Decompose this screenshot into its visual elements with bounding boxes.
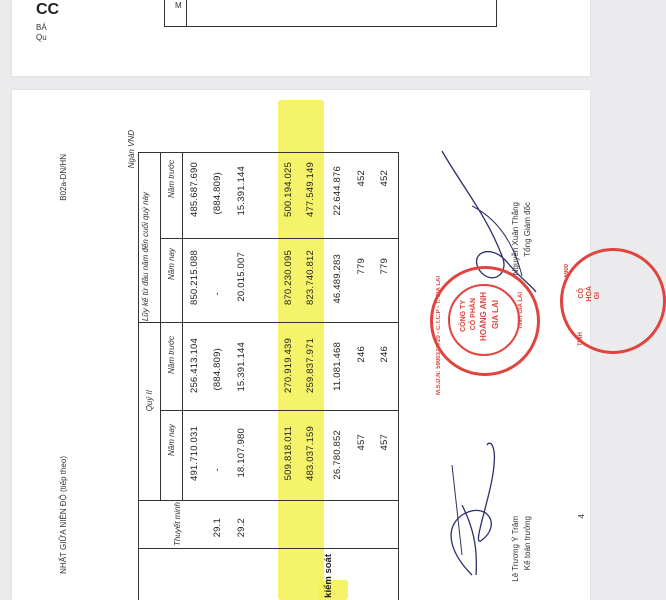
stamp-ring-text: M.S.D.N: 5900377720 - C.T.C.P - T. GIA LAI (436, 276, 442, 396)
cell-r4-ytd-last: 477.549.149 (305, 162, 316, 218)
cell-r3-ytd-last: 500.194.025 (283, 162, 294, 218)
company-stamp (430, 266, 540, 396)
header-quarter: Quý II (145, 390, 154, 412)
header-q-this-year: Năm nay (167, 424, 176, 457)
cell-r3-ytd-this: 870.230.095 (283, 250, 294, 306)
cell-r4-q-this: 483.037.159 (305, 426, 316, 482)
cell-r0-q-last: 256.413.104 (189, 338, 200, 394)
cell-r3-q-last: 270.919.439 (283, 338, 294, 394)
signer-left-title: Kế toán trưởng (523, 516, 532, 571)
cell-fragment: M (175, 1, 182, 10)
cell-r3-q-this: 509.818.011 (283, 426, 294, 481)
table-inner-line (186, 0, 187, 26)
header-ytd-this-year: Năm nay (167, 248, 176, 281)
cell-r4-q-last: 259.837.971 (305, 338, 316, 394)
cell-r2-q-last: 15.391.144 (236, 342, 247, 392)
signer-right-title: Tổng Giám đốc (523, 202, 532, 257)
stamp-line4: GIA LAI (491, 300, 500, 330)
header-note: Thuyết minh (173, 502, 182, 547)
cell-r2-q-this: 18.107.980 (236, 428, 247, 478)
cell-r7-q-this: 457 (379, 434, 390, 451)
cell-r7-ytd-this: 779 (379, 258, 390, 275)
cell-r1-q-last: (884.809) (212, 348, 223, 391)
cell-r0-q-this: 491.710.031 (189, 426, 200, 482)
cell-r5-q-last: 11.081.468 (332, 342, 343, 391)
cell-r2-ytd-this: 20.015.007 (236, 252, 247, 302)
row-label-fragment: kiểm soát (323, 554, 334, 598)
cell-r7-ytd-last: 452 (379, 170, 390, 187)
header-divider (160, 152, 161, 322)
table-border-bottom (164, 26, 497, 27)
column-divider-mid-q (160, 410, 399, 411)
cell-r0-ytd-this: 850.215.088 (189, 250, 200, 306)
cell-r5-q-this: 26.780.852 (332, 430, 343, 480)
cell-r4-ytd-this: 823.740.812 (305, 250, 316, 306)
cell-r5-ytd-last: 22.644.876 (332, 166, 343, 216)
previous-page (12, 0, 590, 76)
cell-r7-q-last: 246 (379, 346, 390, 363)
stamp-partial-2: HOÀ (586, 286, 593, 302)
signer-right-name: Nguyễn Xuân Thắng (511, 202, 520, 276)
page-number: 4 (577, 514, 586, 519)
sub-fragment-2: Qu (36, 33, 47, 42)
cell-r0-ytd-last: 485.687.690 (189, 162, 200, 218)
column-divider-mid-ytd (160, 238, 399, 239)
stamp-partial-top: 5900 (564, 264, 570, 278)
financial-statement-page (12, 90, 601, 600)
table-border-right (496, 0, 497, 26)
cell-r5-ytd-this: 46.489.283 (332, 254, 343, 304)
table-right-border (398, 152, 399, 600)
cell-r1-note: 29.1 (212, 518, 223, 538)
cell-r1-ytd-last: (884.809) (212, 172, 223, 215)
stamp-line1: CÔNG TY (460, 300, 467, 332)
stamp-partial-3: GI (594, 292, 601, 300)
stamp-line3: HOÀNG ANH (479, 292, 488, 342)
statement-title: NHẤT GIỮA NIÊN ĐỘ (tiếp theo) (59, 456, 68, 574)
company-stamp-partial (560, 248, 600, 358)
unit-label: Ngàn VND (127, 130, 136, 169)
header-ytd: Lũy kế từ đầu năm đến cuối quý này (141, 192, 150, 322)
stamp-partial-1: CÔ (578, 288, 585, 299)
stamp-partial-ring (560, 248, 666, 354)
cell-r2-note: 29.2 (236, 518, 247, 538)
cell-r1-ytd-this: - (212, 292, 223, 296)
cell-r6-ytd-last: 452 (356, 170, 367, 187)
header-divider-2 (160, 322, 161, 500)
signer-left-name: Lê Trương Ý Trâm (511, 516, 520, 582)
header-fragment: CC (36, 1, 60, 18)
cell-r6-q-this: 457 (356, 434, 367, 451)
column-divider-note (138, 500, 399, 501)
sub-fragment-1: BÁ (36, 23, 47, 32)
stamp-line2: CỔ PHẦN (470, 298, 477, 331)
header-q-last-year: Năm trước (167, 336, 176, 374)
cell-r1-q-this: - (212, 468, 223, 472)
cell-r6-ytd-this: 779 (356, 258, 367, 275)
header-ytd-last-year: Năm trước (167, 160, 176, 198)
subheader-divider (182, 152, 183, 500)
table-left-border (138, 152, 139, 600)
table-border-top (164, 0, 165, 26)
cell-r2-ytd-last: 15.391.144 (236, 166, 247, 216)
stamp-bottom: TỈNH GIA LAI (518, 292, 524, 330)
column-divider-ytd (138, 322, 399, 323)
cell-r6-q-last: 246 (356, 346, 367, 363)
stamp-partial-bottom: TỈNH (578, 332, 584, 346)
table-top-border (138, 152, 399, 153)
form-code: B02a-DN/HN (59, 154, 68, 201)
column-divider-label (138, 548, 399, 549)
